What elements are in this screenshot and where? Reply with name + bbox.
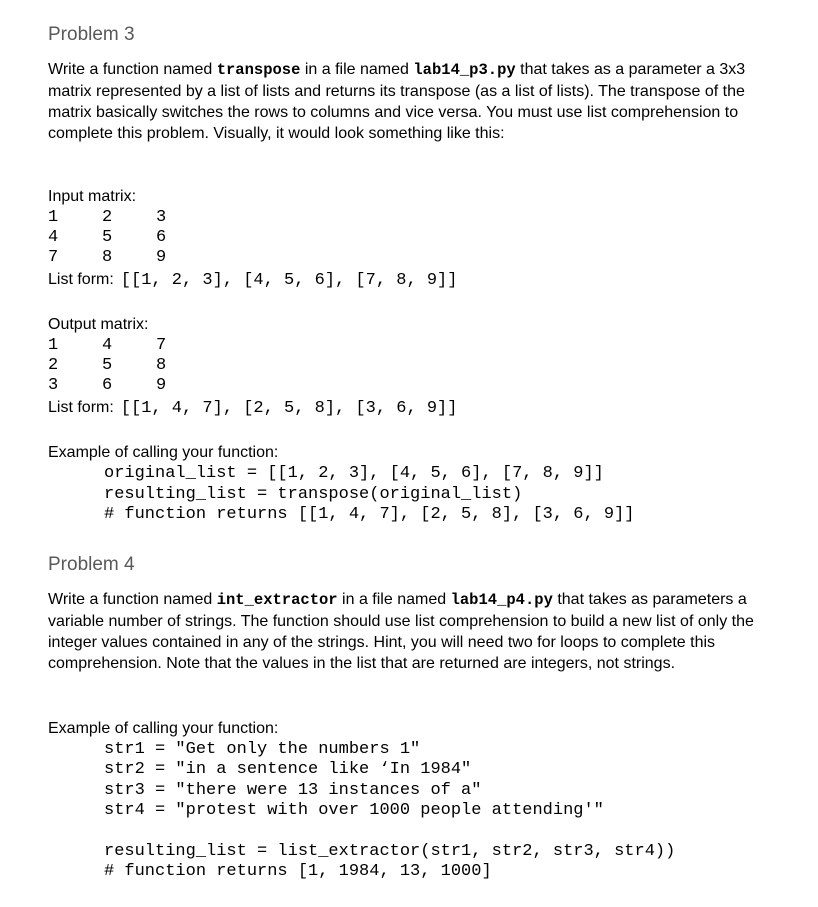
problem3-intro xyxy=(48,59,770,144)
text-segment: that takes as parameters a variable number of strings. The function should use list comprehension to build a new list of only the integer values contained in any of the strings. Hint, you will need two for loops to complete this comprehension. Note that the values in the list that are returned are integers, not strings. xyxy=(48,590,754,672)
code-line: str2 = "in a sentence like ‘In 1984" xyxy=(104,760,472,779)
problem3-heading: Problem 3 xyxy=(48,24,135,45)
matrix-cell: 2 xyxy=(102,208,113,227)
matrix-row xyxy=(48,248,770,268)
matrix-cell: 7 xyxy=(48,248,59,267)
matrix-cell: 9 xyxy=(156,376,167,395)
input-matrix-label: Input matrix: xyxy=(48,188,137,205)
matrix-cell: 3 xyxy=(156,208,167,227)
matrix-cell: 7 xyxy=(156,336,167,355)
matrix-cell: 5 xyxy=(102,356,113,375)
input-matrix xyxy=(48,208,770,268)
problem3-example-code xyxy=(104,464,770,526)
matrix-cell: 1 xyxy=(48,336,59,355)
inline-code-filename: lab14_p4.py xyxy=(450,590,553,609)
matrix-cell: 6 xyxy=(156,228,167,247)
code-line: # function returns [[1, 4, 7], [2, 5, 8], [3, 6, 9]] xyxy=(104,505,635,524)
problem4-example-label: Example of calling your function: xyxy=(48,719,279,737)
matrix-cell: 3 xyxy=(48,376,59,395)
inline-code-filename: lab14_p3.py xyxy=(413,61,516,79)
matrix-cell: 4 xyxy=(48,228,59,247)
matrix-row xyxy=(48,208,770,228)
matrix-cell: 8 xyxy=(102,248,113,267)
matrix-cell: 8 xyxy=(156,356,167,375)
problem4-intro xyxy=(48,589,770,674)
list-form-value: [[1, 4, 7], [2, 5, 8], [3, 6, 9]] xyxy=(120,399,458,418)
text-segment: in a file named xyxy=(337,590,451,608)
matrix-cell: 5 xyxy=(102,228,113,247)
code-line: str4 = "protest with over 1000 people attending'" xyxy=(104,801,604,820)
matrix-cell: 4 xyxy=(102,336,113,355)
matrix-cell: 1 xyxy=(48,208,59,227)
matrix-cell: 9 xyxy=(156,248,167,267)
list-form-value: [[1, 2, 3], [4, 5, 6], [7, 8, 9]] xyxy=(120,271,458,290)
matrix-cell: 6 xyxy=(102,376,113,395)
inline-code-function-name: int_extractor xyxy=(216,590,338,609)
matrix-row xyxy=(48,356,770,376)
code-line: str1 = "Get only the numbers 1" xyxy=(104,739,421,759)
code-line: str3 = "there were 13 instances of a" xyxy=(104,780,482,800)
matrix-cell: 2 xyxy=(48,356,59,375)
list-form-label: List form: xyxy=(48,271,114,288)
code-line: # function returns [1, 1984, 13, 1000] xyxy=(104,862,492,881)
problem4-example-code-result xyxy=(104,842,770,883)
input-list-form xyxy=(48,269,770,292)
text-segment: that takes as a parameter a 3x3 matrix represented by a list of lists and returns its transpose (as a list of lists). The transpose of the matrix basically switches the rows to columns and vice versa. You must use list comprehension to complete this problem. Visually, it would look something like this: xyxy=(48,61,746,142)
spacer xyxy=(48,164,770,186)
matrix-row xyxy=(48,228,770,248)
list-form-label: List form: xyxy=(48,399,114,416)
output-matrix-label: Output matrix: xyxy=(48,316,149,333)
problem3-example-label: Example of calling your function: xyxy=(48,444,279,461)
output-matrix xyxy=(48,336,770,396)
text-segment: Write a function named xyxy=(48,61,217,78)
problem4-example-code-strings xyxy=(104,740,770,822)
code-line: resulting_list = transpose(original_list) xyxy=(104,484,523,504)
spacer xyxy=(48,694,770,718)
code-line: resulting_list = list_extractor(str1, str2, str3, str4)) xyxy=(104,841,676,861)
output-list-form xyxy=(48,397,770,420)
inline-code-function-name: transpose xyxy=(216,61,301,79)
code-line: original_list = [[1, 2, 3], [4, 5, 6], [7, 8, 9]] xyxy=(104,464,604,483)
matrix-row xyxy=(48,336,770,356)
text-segment: in a file named xyxy=(300,61,414,78)
text-segment: Write a function named xyxy=(48,590,217,608)
problem4-heading: Problem 4 xyxy=(48,553,135,575)
matrix-row xyxy=(48,376,770,396)
